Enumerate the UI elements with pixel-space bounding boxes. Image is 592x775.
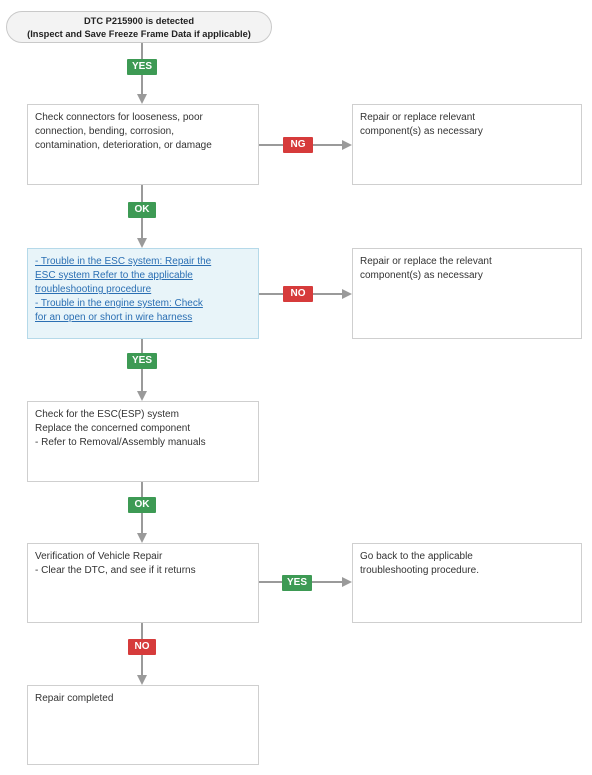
side4-text-line-1: Go back to the applicable: [360, 551, 473, 562]
side1-text-line-1: Repair or replace relevant: [360, 112, 476, 123]
step5-text-line-1: Repair completed: [35, 693, 114, 704]
link-esc-repair-line-3[interactable]: troubleshooting procedure: [35, 284, 152, 295]
badge-ok-connectors: OK: [128, 202, 156, 218]
side1-text-line-2: component(s) as necessary: [360, 126, 483, 137]
step3-text-line-1: Check for the ESC(ESP) system: [35, 409, 179, 420]
link-esc-repair-line-1[interactable]: - Trouble in the ESC system: Repair the: [35, 256, 212, 267]
badge-yes-trouble: YES: [127, 353, 157, 369]
start-subtitle: (Inspect and Save Freeze Frame Data if applicable): [27, 29, 251, 39]
step1-text-line-3: contamination, deterioration, or damage: [35, 140, 212, 151]
step3-text-line-2: Replace the concerned component: [35, 423, 191, 434]
side-repair-replace-2: [352, 248, 582, 339]
badge-yes-start: YES: [127, 59, 157, 75]
step1-text-line-1: Check connectors for looseness, poor: [35, 112, 203, 123]
step4-text-line-2: - Clear the DTC, and see if it returns: [35, 565, 196, 576]
badge-ok-esc: OK: [128, 497, 156, 513]
step3-text-line-3: - Refer to Removal/Assembly manuals: [35, 437, 206, 448]
badge-no-trouble: NO: [283, 286, 313, 302]
start-title: DTC P215900 is detected: [83, 16, 195, 26]
step4-text-line-1: Verification of Vehicle Repair: [35, 551, 163, 562]
badge-yes-verification: YES: [282, 575, 312, 591]
side4-text-line-2: troubleshooting procedure.: [360, 565, 479, 576]
badge-no-verification: NO: [128, 639, 156, 655]
step-trouble-systems: [27, 248, 259, 339]
start-node: [6, 11, 272, 43]
link-esc-repair-line-2[interactable]: ESC system Refer to the applicable: [35, 270, 193, 281]
step-check-connectors: [27, 104, 259, 185]
step-repair-completed: [27, 685, 259, 765]
side-repair-replace-1: [352, 104, 582, 185]
link-engine-harness-line-1[interactable]: - Trouble in the engine system: Check: [35, 298, 203, 309]
side2-text-line-2: component(s) as necessary: [360, 270, 483, 281]
step-check-esc-system: [27, 401, 259, 482]
link-engine-harness-line-2[interactable]: for an open or short in wire harness: [35, 312, 193, 323]
side2-text-line-1: Repair or replace the relevant: [360, 256, 492, 267]
step1-text-line-2: connection, bending, corrosion,: [35, 126, 174, 137]
step-verification: [27, 543, 259, 623]
side-go-back: [352, 543, 582, 623]
badge-ng-connectors: NG: [283, 137, 313, 153]
